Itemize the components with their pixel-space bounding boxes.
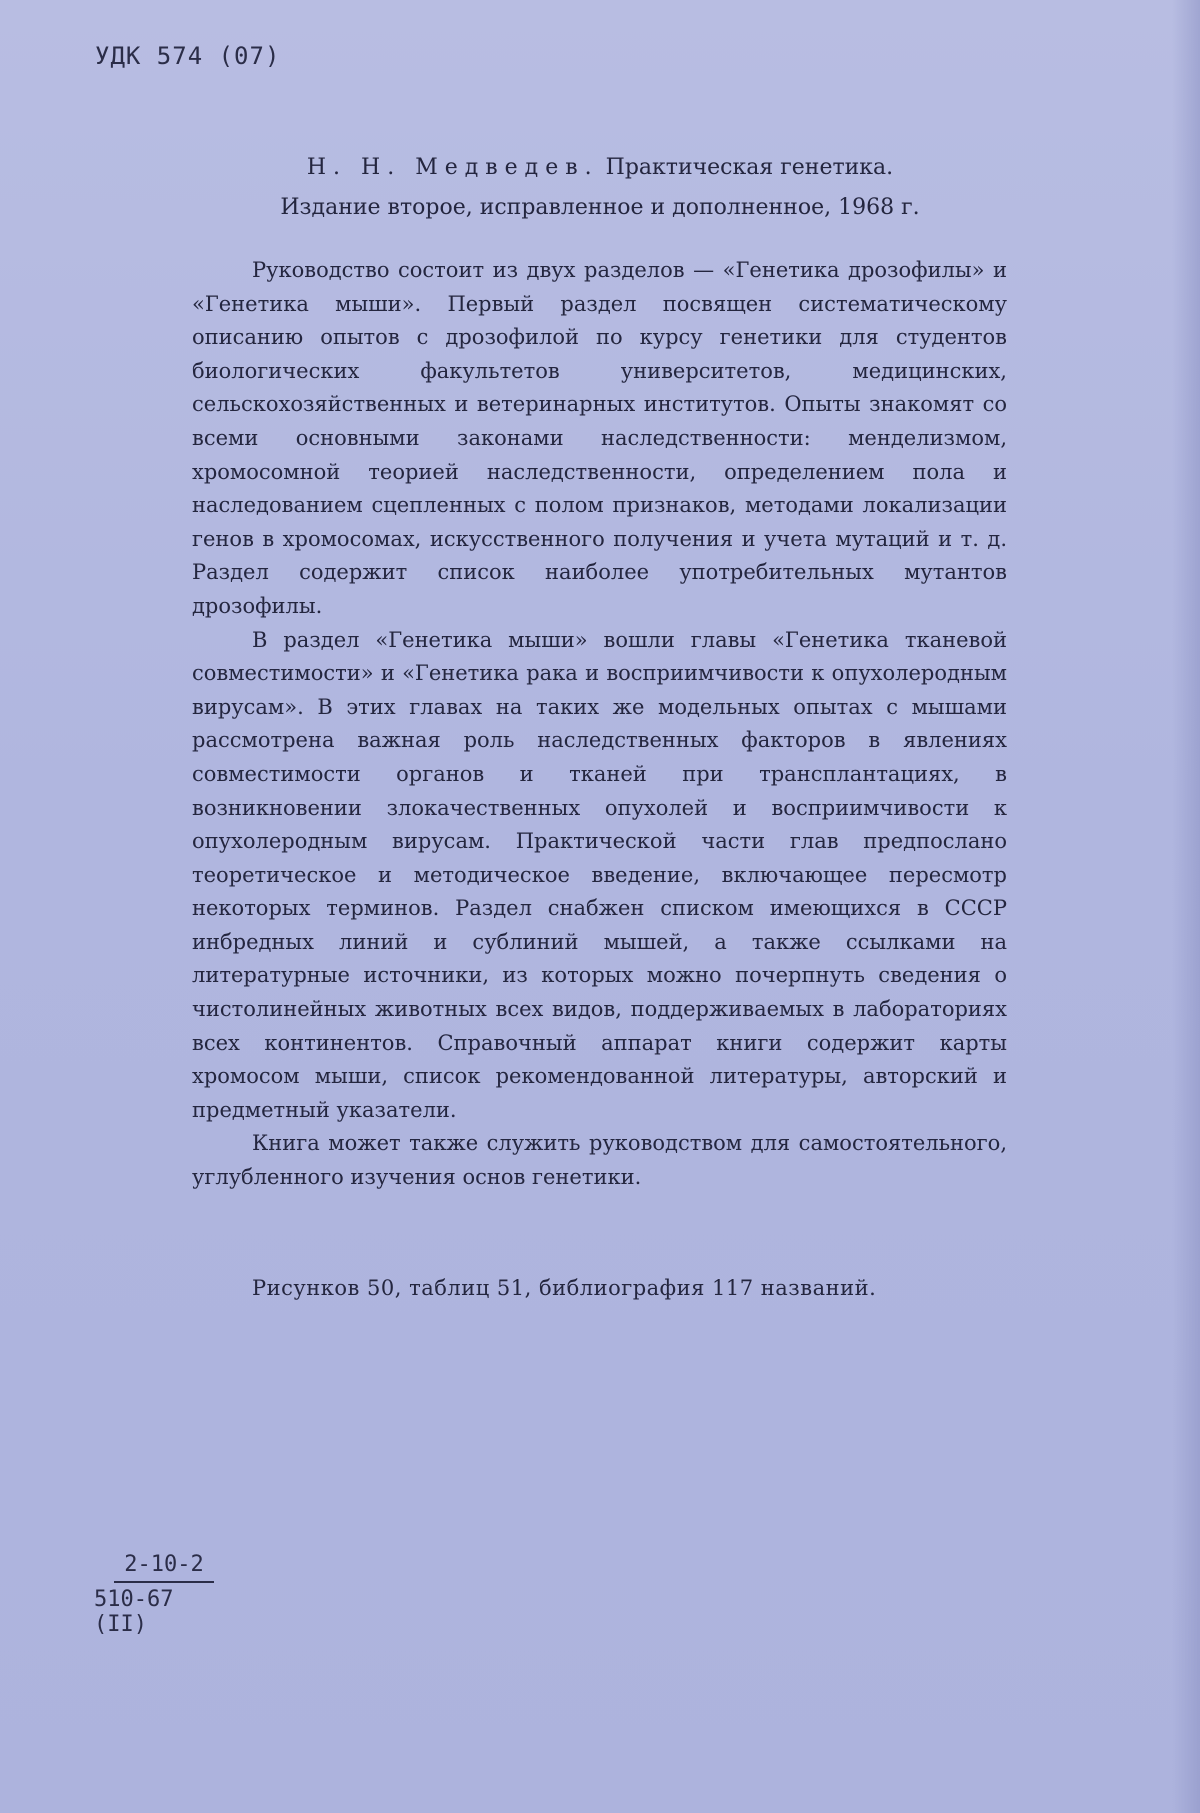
citation-title: Практическая генетика. <box>605 155 894 180</box>
udk-code: УДК 574 (07) <box>95 42 281 70</box>
page-edge-shadow <box>1172 0 1200 1813</box>
publication-code-denominator: 510-67 (II) <box>94 1587 174 1637</box>
bibliographic-citation <box>0 148 1200 228</box>
citation-author: Н. Н. Медведев. <box>306 155 599 180</box>
abstract-paragraph: В раздел «Генетика мыши» вошли главы «Генетика тканевой совместимости» и «Генетика рака и восприимчивости к опухолеродным вирусам». В этих главах на таких же модельных опытах с мышами рассмотрена важная роль наследственных факторов в явлениях совместимости органов и тканей при трансплантациях, в возникновении злокачественных опухолей и восприимчивости к опухолеродным вирусам. Практической части глав предпослано теоретическое и методическое введение, включающее пересмотр некоторых терминов. Раздел снабжен списком имеющихся в СССР инбредных линий и сублиний мышей, а также ссылками на литературные источники, из которых можно почерпнуть сведения о чистолинейных животных всех видов, поддерживаемых в лабораториях всех континентов. Справочный аппарат книги содержит карты хромосом мыши, список рекомендованной литературы, авторский и предметный указатели. <box>192 627 1007 1122</box>
citation-edition: Издание второе, исправленное и дополненное, 1968 г. <box>280 195 920 220</box>
publication-code-numerator: 2-10-2 <box>114 1552 214 1583</box>
abstract-paragraph: Книга может также служить руководством для самостоятельного, углубленного изучения основ генетики. <box>192 1131 1007 1190</box>
abstract <box>192 254 1007 1195</box>
publication-code <box>94 1552 234 1637</box>
abstract-paragraph: Руководство состоит из двух разделов — «Генетика дрозофилы» и «Генетика мыши». Первый раздел посвящен систематическому описанию опытов с дрозофилой по курсу генетики для студентов биологических факультетов университетов, медицинских, сельскохозяйственных и ветеринарных институтов. Опыты знакомят со всеми основными законами наследственности: менделизмом, хромосомной теорией наследственности, определением пола и наследованием сцепленных с полом признаков, методами локализации генов в хромосомах, искусственного получения и учета мутаций и т. д. Раздел содержит список наиболее употребительных мутантов дрозофилы. <box>192 258 1007 618</box>
book-statistics: Рисунков 50, таблиц 51, библиография 117 названий. <box>252 1276 877 1300</box>
